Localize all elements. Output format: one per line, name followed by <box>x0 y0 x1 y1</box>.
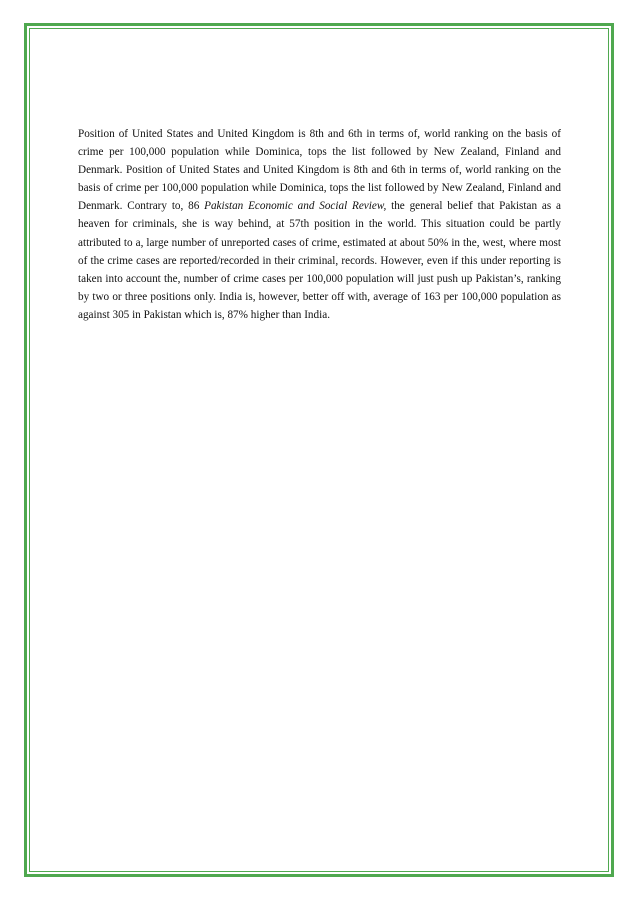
paragraph-text-part2: the general belief that Pakistan as a heaven for criminals, she is way behind, at 57th position in the world. This situation could be partly attributed to a, large number of unreported cases of crime, estimated at about 50% in the, west, where most of the crime cases are reported/recorded in their criminal, records. However, even if this under reporting is taken into account the, number of crime cases per 100,000 population will just push up Pakistan’s, ranking by two or three positions only. India is, however, better off with, average of 163 per 100,000 population as against 305 in Pakistan which is, 87% higher than India. <box>78 200 561 321</box>
body-paragraph <box>78 125 561 324</box>
paragraph-text-part1: Position of United States and United Kingdom is 8th and 6th in terms of, world ranking on the basis of crime per 100,000 population while Dominica, tops the list followed by New Zealand, Finland and Denmark. Position of United States and United Kingdom is 8th and 6th in terms of, world ranking on the basis of crime per 100,000 population while Dominica, tops the list followed by New Zealand, Finland and Denmark. Contrary to, 86 <box>78 128 561 213</box>
journal-title-italic: Pakistan Economic and Social Review, <box>204 200 387 213</box>
